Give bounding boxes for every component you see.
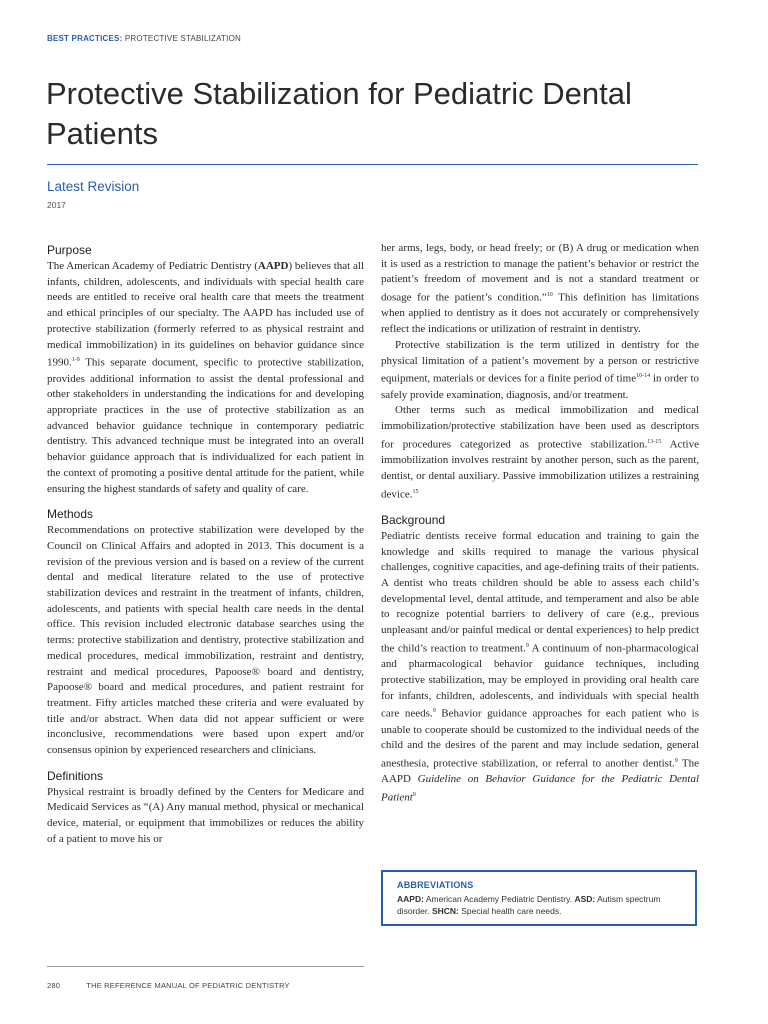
- definitions-paragraph-2: Protective stabilization is the term utilized in dentistry for the physical limitation of a patient’s movement by a person or restrictive equipment, materials or devices for a finite period of time$^{10-14}$ in order to safely provide examination, diagnosis, and/or treatment.: [381, 338, 700, 401]
- header-kicker: BEST PRACTICES:: [47, 34, 123, 43]
- guideline-title: Guideline on Behavior Guidance for the Pediatric Dental Patient: [381, 773, 700, 804]
- page-footer: [47, 981, 290, 990]
- definitions-heading: Definitions: [47, 768, 104, 783]
- methods-paragraph: Recommendations on protective stabilization were developed by the Council on Clinical Affairs and adopted in 2013. This document is a revision of the previous version and is based on a review of the current dental and medical literature related to the use of protective stabilization devices and restraint in the treatment of infants, children, adolescents, and patients with special health care needs in the dental office. This revision included electronic database searches using the terms: protective stabilization and dentistry, protective stabilization and medical procedures, medical immobilization, restraint and dentistry, restraint and medical procedures, Papoose® board and dentistry, Papoose® board and medical procedures, and patient restraint for treatment. Fifty articles matched these criteria and were evaluated by title and/or abstract. When data did not appear sufficient or were inconclusive, recommendations were based upon expert and/or consensus opinion by experienced researchers and clinicians.: [47, 524, 364, 757]
- definitions-paragraph-3: Other terms such as medical immobilization and medical immobilization/protective stabilization have been used as descriptors for procedures categorized as protective stabilization.$^{13-15}$ Active immobilization involves restraint by another person, such as the parent, dentist, or dental auxiliary. Passive immobilization utilizes a restraining device.$^{15}$: [381, 404, 699, 501]
- abbreviations-box: [381, 870, 697, 926]
- page-number: 280: [47, 981, 61, 990]
- running-header: [47, 34, 241, 43]
- background-heading: Background: [381, 512, 446, 527]
- definitions-paragraph-1-continued: her arms, legs, body, or head freely; or (B) A drug or medication when it is used as a restriction to manage the patient’s behavior or restrict the patient’s freedom of movement and is not a standard treatment or dosage for the patient’s condition.”$^{10}$ This definition has limitations when applied to dentistry as it does not accurately or comprehensively reflect the indications or utilization of restraint in dentistry.: [381, 242, 699, 336]
- background-paragraph: Pediatric dentists receive formal education and training to gain the knowledge and skills required to manage the various physical challenges, cognitive capacities, and age-defining traits of their patients. A dentist who treats children should be able to assess each child’s developmental level, dental attitude, and temperament and also be able to recognize potential barriers to delivery of care (e.g., previous unpleasant and/or painful medical or dental experiences) to help predict the child’s reaction to treatment.$^9$ A continuum of non-pharmacological and pharmacological behavior guidance techniques, including protective stabilization, may be employed in providing oral health care for infants, children, adolescents, and individuals with special health care needs.$^9$ Behavior guidance approaches for each patient who is unable to cooperate should be customized to the individual needs of the child and the desires of the parent and may include sedation, general anesthesia, protective stabilization, or referral to another dentist.$^9$ The AAPD Guideline on Behavior Guidance for the Pediatric Dental Patient$^9$: [381, 529, 700, 804]
- purpose-paragraph: The American Academy of Pediatric Dentistry (AAPD) believes that all infants, children, adolescents, and individuals with special health care needs are entitled to receive oral health care that meets the treatment and ethical principles of our specialty. The AAPD has included use of protective stabilization (formerly referred to as physical restraint and medical immobilization) in its guidelines on behavior guidance since 1990.$^{1-9}$ This separate document, specific to protective stabilization, provides additional information to assist the dental professional and other stakeholders in understanding the indications for and developing appropriate practices in the use of protective stabilization as an advanced behavior guidance technique in contemporary pediatric dentistry. This advanced technique must be integrated into an overall behavior guidance approach that is individualized for each patient in the context of promoting a positive dental attitude for the patient, while ensuring the highest standards of safety and quality of care.: [47, 260, 364, 495]
- revision-year: 2017: [47, 200, 66, 210]
- methods-heading: Methods: [47, 507, 94, 522]
- page-title: Protective Stabilization for Pediatric Dental Patients: [46, 76, 632, 151]
- abbreviations-title: ABBREVIATIONS: [397, 880, 474, 890]
- definitions-paragraph-1: Physical restraint is broadly defined by the Centers for Medicare and Medicaid Services as “(A) Any manual method, physical or mechanical device, material, or equipment that immobilizes or reduces the ability of a patient to move his or: [47, 785, 364, 845]
- left-column: [47, 241, 364, 848]
- revision-heading: Latest Revision: [47, 179, 140, 194]
- purpose-heading: Purpose: [47, 243, 92, 257]
- header-section: PROTECTIVE STABILIZATION: [124, 34, 241, 43]
- title-divider: [47, 164, 698, 165]
- right-column: [381, 241, 699, 806]
- footer-divider: [47, 966, 364, 967]
- publication-name: THE REFERENCE MANUAL OF PEDIATRIC DENTISTRY: [86, 981, 290, 990]
- abbreviations-text: AAPD: American Academy Pediatric Dentistry. ASD: Autism spectrum disorder. SHCN: Special health care needs.: [397, 894, 661, 916]
